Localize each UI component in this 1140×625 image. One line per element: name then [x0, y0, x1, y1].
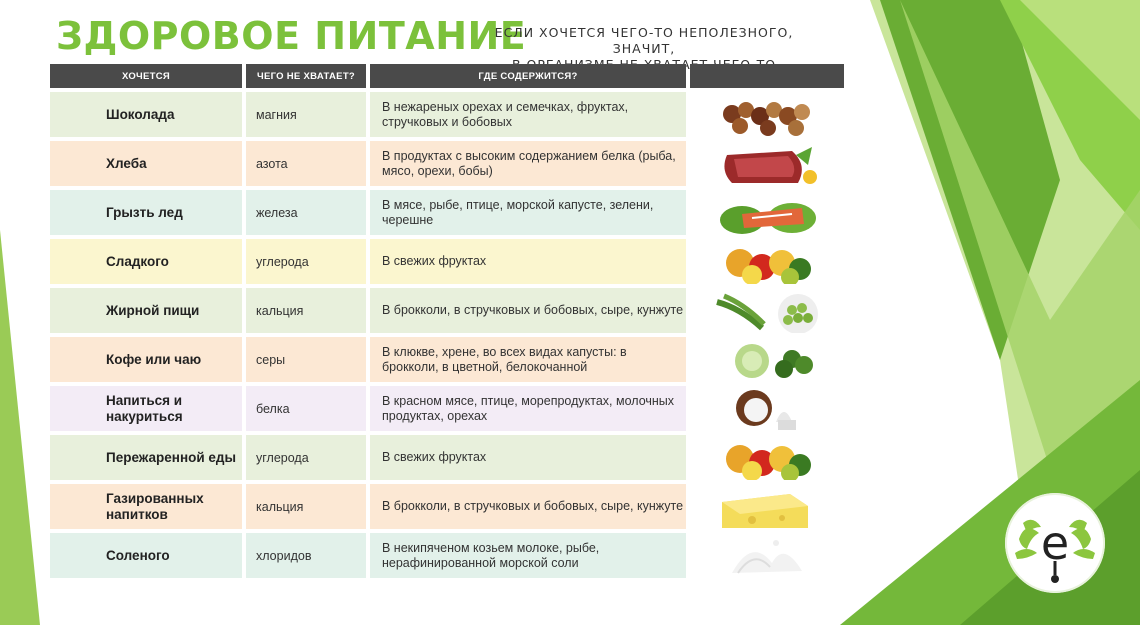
want-cell: Газированных напитков: [50, 484, 242, 529]
cheese-image: [712, 484, 822, 529]
source-cell: В свежих фруктах: [370, 239, 686, 284]
food-image-cell: [690, 533, 844, 578]
milk-splash-image: [712, 533, 822, 578]
want-cell: Жирной пищи: [50, 288, 242, 333]
nuts-image: [712, 92, 822, 137]
logo-icon: [1005, 493, 1105, 593]
source-cell: В продуктах с высоким содержанием белка (рыба, мясо, орехи, бобы): [370, 141, 686, 186]
header-source: ГДЕ СОДЕРЖИТСЯ?: [370, 64, 686, 88]
want-cell: Грызть лед: [50, 190, 242, 235]
food-image-cell: [690, 337, 844, 382]
nutrition-table: [50, 64, 844, 570]
lack-cell: серы: [246, 337, 366, 382]
want-cell: Напиться и накуриться: [50, 386, 242, 431]
food-image-cell: [690, 435, 844, 480]
food-image-cell: [690, 190, 844, 235]
source-cell: В некипяченом козьем молоке, рыбе, нерафинированной морской соли: [370, 533, 686, 578]
source-cell: В свежих фруктах: [370, 435, 686, 480]
cabbage-image: [712, 337, 822, 382]
fruits-image: [712, 435, 822, 480]
food-image-cell: [690, 92, 844, 137]
want-cell: Хлеба: [50, 141, 242, 186]
subtitle-line-1: ЕСЛИ ХОЧЕТСЯ ЧЕГО-ТО НЕПОЛЕЗНОГО, ЗНАЧИТ,: [494, 25, 794, 56]
food-image-cell: [690, 386, 844, 431]
lack-cell: железа: [246, 190, 366, 235]
source-cell: В мясе, рыбе, птице, морской капусте, зелени, черешне: [370, 190, 686, 235]
table-row: [50, 435, 844, 480]
source-cell: В брокколи, в стручковых и бобовых, сыре, кунжуте: [370, 484, 686, 529]
fish-greens-image: [712, 190, 822, 235]
table-row: [50, 141, 844, 186]
lack-cell: белка: [246, 386, 366, 431]
want-cell: Шоколада: [50, 92, 242, 137]
food-image-cell: [690, 484, 844, 529]
source-cell: В нежареных орехах и семечках, фруктах, стручковых и бобовых: [370, 92, 686, 137]
table-row: [50, 337, 844, 382]
source-cell: В клюкве, хрене, во всех видах капусты: в брокколи, в цветной, белокочанной: [370, 337, 686, 382]
want-cell: Пережаренной еды: [50, 435, 242, 480]
header-want: ХОЧЕТСЯ: [50, 64, 242, 88]
meat-image: [712, 141, 822, 186]
lack-cell: кальция: [246, 484, 366, 529]
lack-cell: углерода: [246, 435, 366, 480]
lack-cell: кальция: [246, 288, 366, 333]
header-image: [690, 64, 844, 88]
table-row: [50, 386, 844, 431]
food-image-cell: [690, 288, 844, 333]
table-row: [50, 533, 844, 578]
food-image-cell: [690, 239, 844, 284]
svg-text:e: e: [1040, 516, 1070, 570]
page-title: ЗДОРОВОЕ ПИТАНИЕ: [56, 14, 527, 58]
food-image-cell: [690, 141, 844, 186]
table-header: [50, 64, 844, 88]
table-row: [50, 288, 844, 333]
lack-cell: углерода: [246, 239, 366, 284]
peas-image: [712, 288, 822, 333]
want-cell: Сладкого: [50, 239, 242, 284]
lack-cell: магния: [246, 92, 366, 137]
lack-cell: хлоридов: [246, 533, 366, 578]
header-lack: ЧЕГО НЕ ХВАТАЕТ?: [246, 64, 366, 88]
table-row: [50, 484, 844, 529]
coconut-milk-image: [712, 386, 822, 431]
fruits-image: [712, 239, 822, 284]
want-cell: Кофе или чаю: [50, 337, 242, 382]
want-cell: Соленого: [50, 533, 242, 578]
table-row: [50, 239, 844, 284]
table-row: [50, 190, 844, 235]
table-row: [50, 92, 844, 137]
source-cell: В красном мясе, птице, морепродуктах, молочных продуктах, орехах: [370, 386, 686, 431]
source-cell: В брокколи, в стручковых и бобовых, сыре, кунжуте: [370, 288, 686, 333]
lack-cell: азота: [246, 141, 366, 186]
